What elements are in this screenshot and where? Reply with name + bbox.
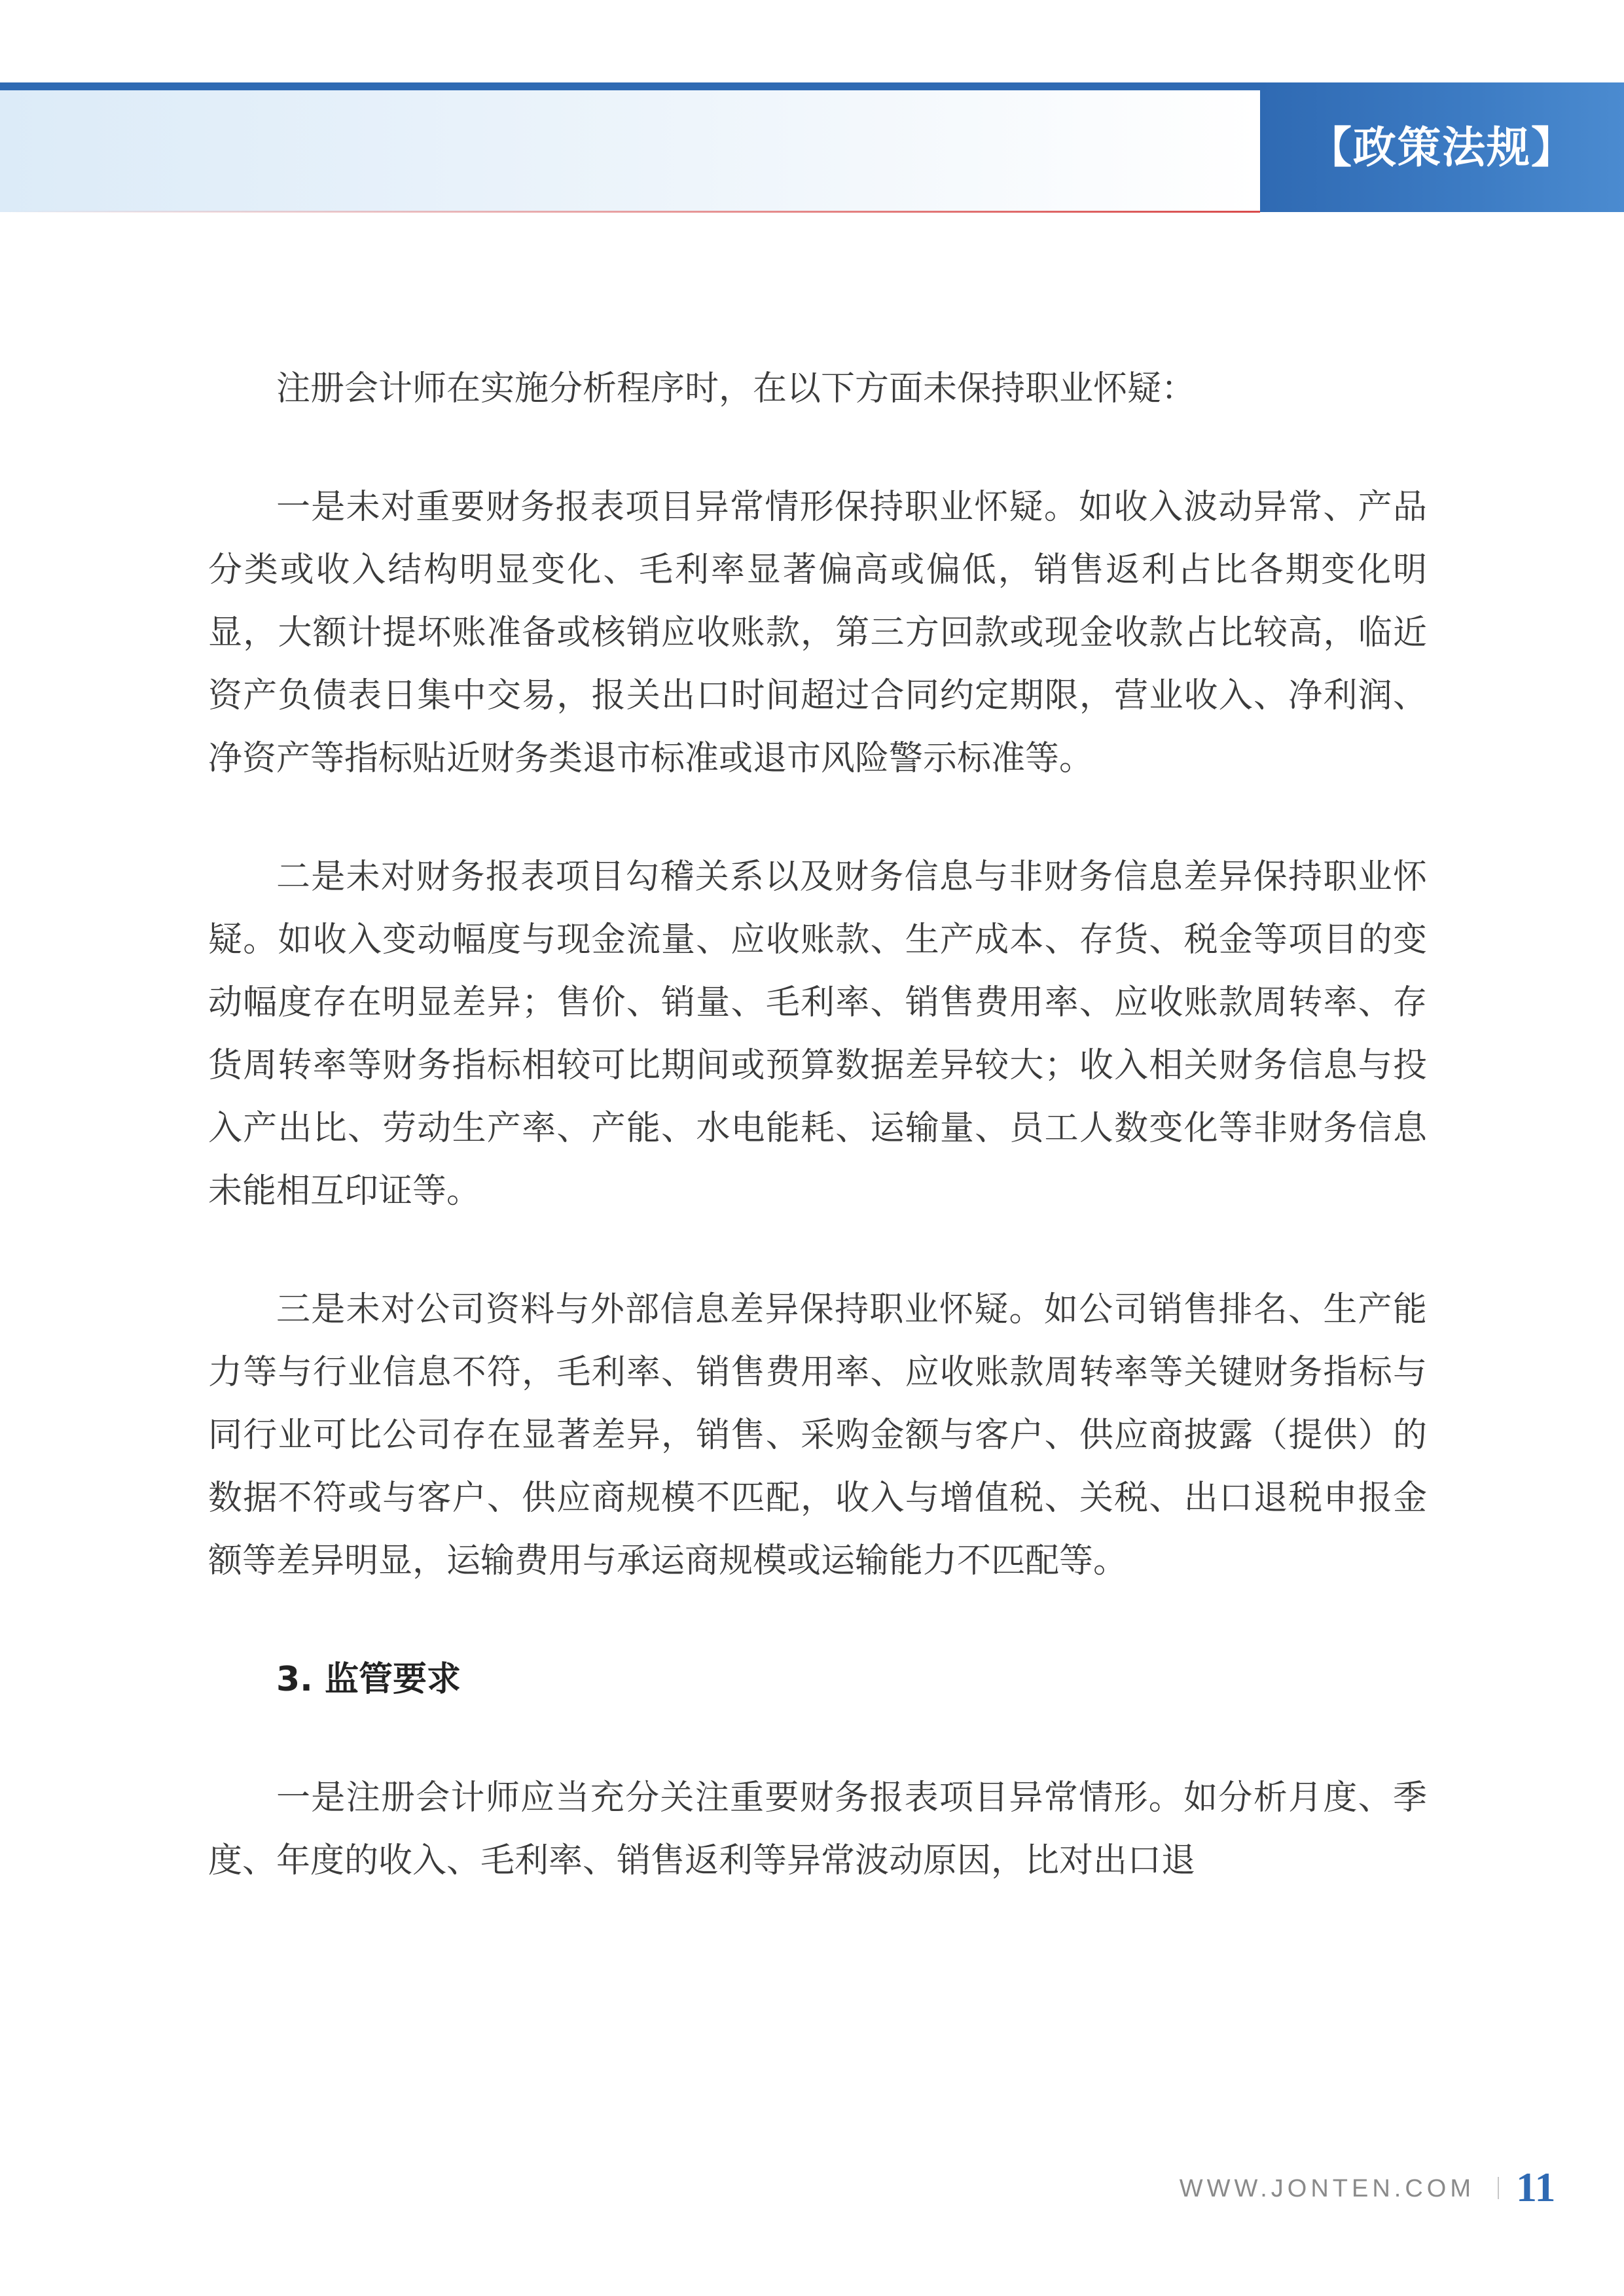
paragraph-intro: 注册会计师在实施分析程序时，在以下方面未保持职业怀疑：: [276, 369, 1196, 408]
section-heading: 3. 监管要求: [276, 1660, 461, 1699]
section-tag: 【政策法规】: [1260, 82, 1624, 212]
footer-website: WWW.JONTEN.COM: [1179, 2175, 1475, 2202]
paragraph-requirement-one: 一是注册会计师应当充分关注重要财务报表项目异常情形。如分析月度、季度、年度的收入、毛利率、销售返利等异常波动原因，比对出口退: [208, 1778, 1427, 1880]
header-banner: [0, 90, 1260, 212]
header-accent-line: [0, 211, 1260, 213]
footer-divider: [1498, 2177, 1499, 2199]
paragraph-point-three: 三是未对公司资料与外部信息差异保持职业怀疑。如公司销售排名、生产能力等与行业信息不符，毛利率、销售费用率、应收账款周转率等关键财务指标与同行业可比公司存在显著差异，销售、采购金额与客户、供应商披露（提供）的数据不符或与客户、供应商规模不匹配，收入与增值税、关税、出口退税申报金额等差异明显，运输费用与承运商规模或运输能力不匹配等。: [208, 1290, 1427, 1581]
paragraph-point-two: 二是未对财务报表项目勾稽关系以及财务信息与非财务信息差异保持职业怀疑。如收入变动幅度与现金流量、应收账款、生产成本、存货、税金等项目的变动幅度存在明显差异；售价、销量、毛利率、销售费用率、应收账款周转率、存货周转率等财务指标相较可比期间或预算数据差异较大；收入相关财务信息与投入产出比、劳动生产率、产能、水电能耗、运输量、员工人数变化等非财务信息未能相互印证等。: [208, 857, 1427, 1211]
article-body: [208, 357, 1427, 1948]
paragraph-point-one: 一是未对重要财务报表项目异常情形保持职业怀疑。如收入波动异常、产品分类或收入结构明显变化、毛利率显著偏高或偏低，销售返利占比各期变化明显，大额计提坏账准备或核销应收账款，第三方回款或现金收款占比较高，临近资产负债表日集中交易，报关出口时间超过合同约定期限，营业收入、净利润、净资产等指标贴近财务类退市标准或退市风险警示标准等。: [208, 488, 1427, 778]
page-number: 11: [1516, 2164, 1556, 2210]
